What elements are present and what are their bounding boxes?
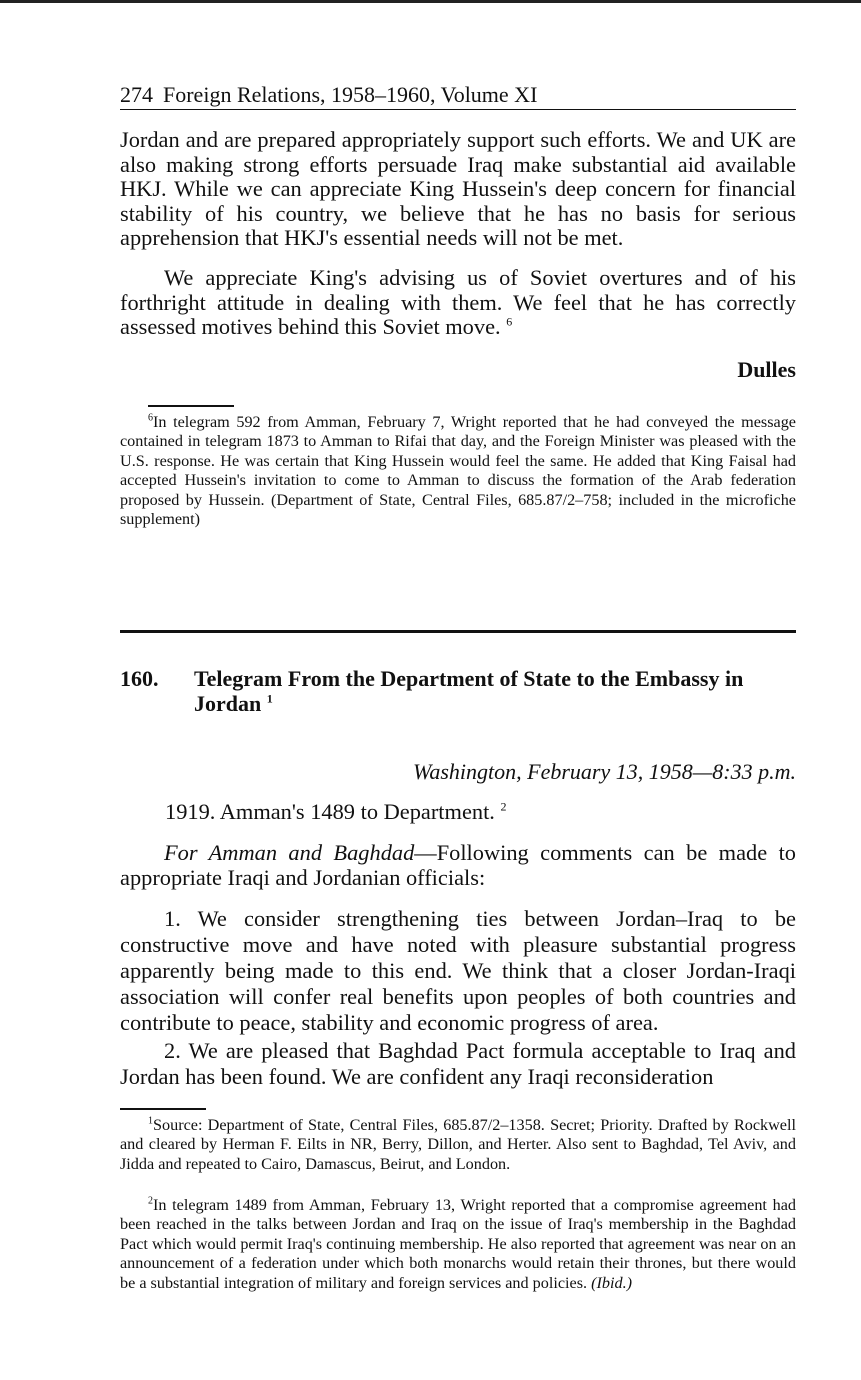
footnote-2-source: (Ibid.) [591,1273,633,1292]
soviet-overtures-paragraph [120,266,796,340]
document-number: 160. [120,666,159,691]
footnote-6 [120,413,796,529]
footnote-1 [120,1116,796,1174]
footnote-rule-upper [148,405,234,407]
footnote-6-marker: 6 [148,412,153,424]
footnote-ref-6: 6 [506,314,513,329]
telegram-reference [165,800,796,824]
footnote-ref-1: 1 [266,691,273,706]
dateline: Washington, February 13, 1958—8:33 p.m. [413,759,796,784]
addressees-paragraph [120,841,796,890]
footnote-6-text: In telegram 592 from Amman, February 7, Wright reported that he had conveyed the message contained in telegram 1873 to Amman to Rifai that day, and the Foreign Minister was pleased with the U.S. response. He was certain that King Hussein would feel the same. He added that King Faisal had accepted Hussein's invitation to come to Amman to discuss the formation of the Arab federation proposed by Hussein. (Department of State, Central Files, 685.87/2–758; included in the microfiche supplement) [120,413,796,529]
footnote-2 [120,1196,796,1293]
footnote-1-text: Source: Department of State, Central Files, 685.87/2–1358. Secret; Priority. Drafted by Rockwell and cleared by Herman F. Eilts in NR, Berry, Dillon, and Herter. Also sent to Baghdad, Tel Aviv, and Jidda and repeated to Cairo, Damascus, Beirut, and London. [120,1116,796,1173]
addressees-text: —Following comments can be made to appropriate Iraqi and Jordanian officials: [120,840,796,890]
point-2-paragraph: 2. We are pleased that Baghdad Pact formula acceptable to Iraq and Jordan has been found. We are confident any Iraqi reconsideration [120,1038,796,1089]
page-number: 274 [120,82,153,107]
footnote-rule-lower [120,1108,206,1110]
volume-title: Foreign Relations, 1958–1960, Volume XI [163,82,538,107]
telegram-reference-text: 1919. Amman's 1489 to Department. [165,799,495,824]
soviet-paragraph-text: We appreciate King's advising us of Soviet overtures and of his forthright attitude in dealing with them. We feel that he has correctly assessed motives behind this Soviet move. [120,265,796,339]
document-title [194,666,796,716]
footnote-1-marker: 1 [148,1115,153,1127]
footnote-2-marker: 2 [148,1195,153,1207]
section-divider [120,630,796,633]
point-1-paragraph: 1. We consider strengthening ties between Jordan–Iraq to be constructive move and have noted with pleasure substantial progress apparently being made to this end. We think that a closer Jordan-Iraqi association will confer real benefits upon peoples of both countries and contribute to peace, stability and economic progress of area. [120,906,796,1035]
footnote-ref-2: 2 [500,799,507,814]
signature-dulles: Dulles [737,357,796,382]
continued-paragraph: Jordan and are prepared appropriately support such efforts. We and UK are also making strong efforts persuade Iraq make substantial aid available HKJ. While we can appreciate King Hussein's deep concern for financial stability of his country, we believe that he has no basis for serious apprehension that HKJ's essential needs will not be met. [120,127,796,250]
document-title-text: Telegram From the Department of State to the Embassy in Jordan [194,666,744,716]
footnote-2-text: In telegram 1489 from Amman, February 13, Wright reported that a compromise agreement had been reached in the talks between Jordan and Iraq on the issue of Iraq's membership in the Baghdad Pact which would permit Iraq's continuing membership. He also reported that agreement was near on an announcement of a federation under which both monarchs would retain their thrones, but there would be a substantial integration of military and foreign services and policies. [120,1196,796,1292]
running-head [120,82,796,110]
top-edge-rule [0,0,861,3]
addressees: For Amman and Baghdad [164,840,415,865]
